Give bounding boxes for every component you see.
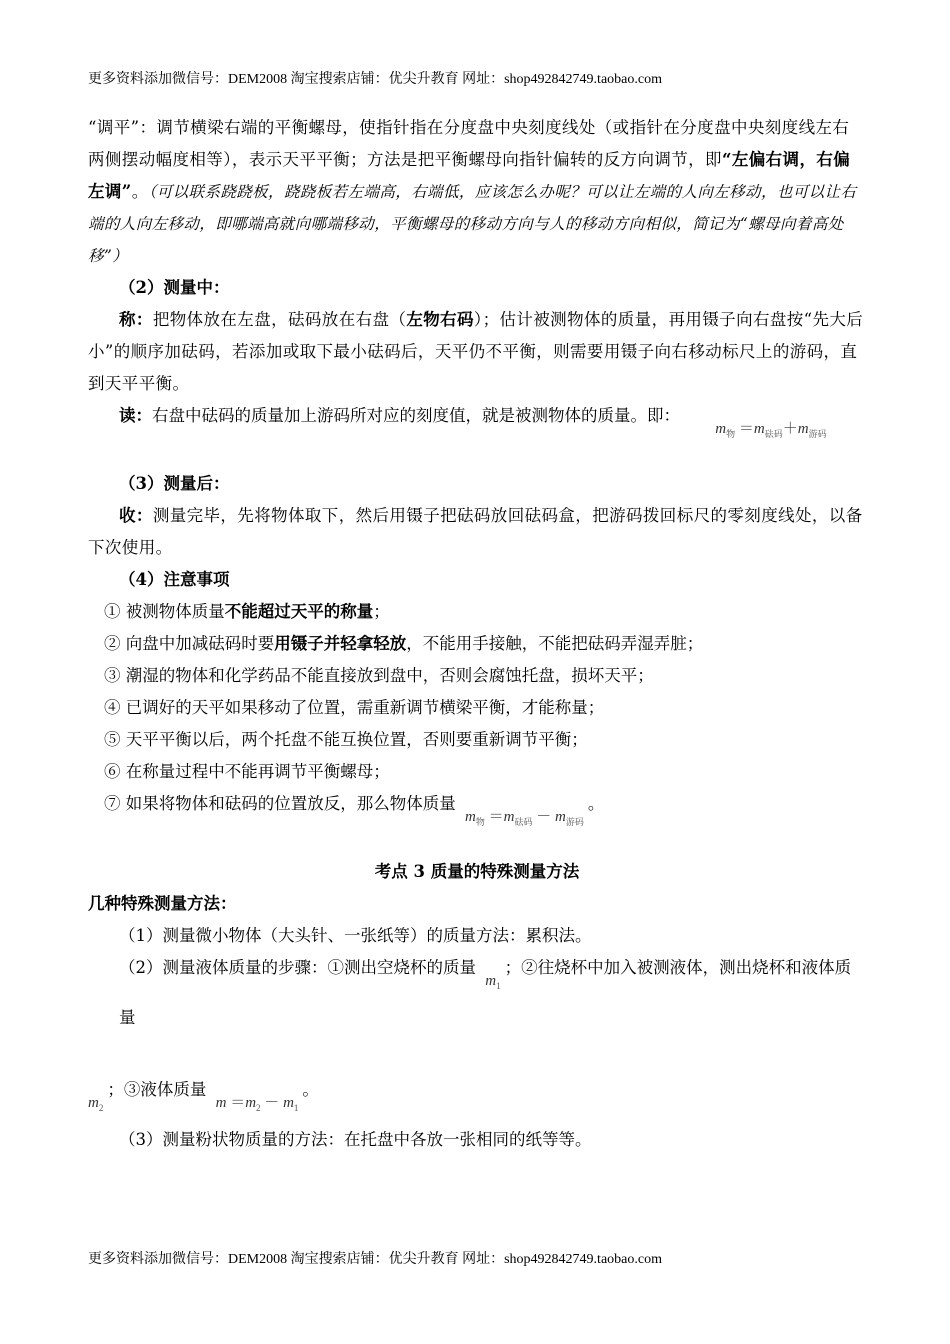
reversed-mass-formula: $m_物 =m_{砝码} - m_{游码}$: [465, 809, 584, 827]
document-body: [88, 112, 866, 1156]
read-paragraph: 读：右盘中砝码的质量加上游码所对应的刻度值，就是被测物体的质量。即： $m_物 =m_{砝码}+m_{游码}$: [88, 400, 866, 450]
after-heading: （3）测量后：: [119, 474, 230, 493]
page-header: 更多资料添加微信号：DEM2008 淘宝搜索店铺：优尖升教育 网址：shop492842749.taobao.com: [88, 72, 662, 87]
mass-formula: $m_物 =m_{砝码}+m_{游码}$: [715, 421, 827, 439]
note-item-5: ⑤ 天平平衡以后，两个托盘不能互换位置，否则要重新调节平衡；: [104, 730, 588, 749]
method-3: （3）测量粉状物质量的方法：在托盘中各放一张相同的纸等等。: [119, 1130, 592, 1149]
adjust-rule: “左偏右调，右偏左调”: [88, 150, 851, 201]
notes-heading: （4）注意事项: [119, 570, 230, 589]
section3-title: 考点 3 质量的特殊测量方法: [374, 862, 580, 881]
during-heading: （2）测量中：: [119, 278, 230, 297]
seesaw-note: （可以联系跷跷板，跷跷板若左端高，右端低，应该怎么办呢？可以让左端的人向左移动，也可以让右端的人向左移动，即哪端高就向哪端移动，平衡螺母的移动方向与人的移动方向相似，简记为“螺母向着高处移”）: [88, 183, 857, 265]
method-2-cont: $m_2$；③液体质量 $m =m_2 - m_1$。: [88, 1074, 866, 1124]
m1-symbol: $m_1$: [485, 973, 501, 991]
note-item-3: ③ 潮湿的物体和化学药品不能直接放到盘中，否则会腐蚀托盘，损坏天平；: [104, 666, 654, 685]
page-footer: 更多资料添加微信号：DEM2008 淘宝搜索店铺：优尖升教育 网址：shop492842749.taobao.com: [88, 1252, 662, 1267]
m2-symbol: $m_2$: [88, 1095, 104, 1113]
collect-paragraph: 收：测量完毕，先将物体取下，然后用镊子把砝码放回砝码盒，把游码拨回标尺的零刻度线处，以备下次使用。: [88, 506, 863, 557]
method-1: （1）测量微小物体（大头针、一张纸等）的质量方法：累积法。: [119, 926, 592, 945]
note-item-1: ① 被测物体质量不能超过天平的称量；: [104, 602, 390, 621]
note-item-6: ⑥ 在称量过程中不能再调节平衡螺母；: [104, 762, 390, 781]
note-item-2: ② 向盘中加减砝码时要用镊子并轻拿轻放，不能用手接触，不能把砝码弄湿弄脏；: [104, 634, 704, 653]
section3-subtitle: 几种特殊测量方法：: [88, 894, 237, 913]
adjust-paragraph: “调平”：调节横梁右端的平衡螺母，使指针指在分度盘中央刻度线处（或指针在分度盘中央刻度线左右两侧摆动幅度相等），表示天平平衡；方法是把平衡螺母向指针偏转的反方向调节，即“左偏右调，右偏左调”。（可以联系跷跷板，跷跷板若左端高，右端低，应该怎么办呢？可以让左端的人向左移动，也可以让右端的人向左移动，即哪端高就向哪端移动，平衡螺母的移动方向与人的移动方向相似，简记为“螺母向着高处移”）: [88, 118, 857, 265]
liquid-mass-formula: $m =m_2 - m_1$: [215, 1095, 299, 1113]
weigh-paragraph: 称：把物体放在左盘，砝码放在右盘（左物右码）；估计被测物体的质量，再用镊子向右盘按“先大后小”的顺序加砝码，若添加或取下最小砝码后，天平仍不平衡，则需要用镊子向右移动标尺上的游码，直到天平平衡。: [88, 310, 864, 393]
note-item-4: ④ 已调好的天平如果移动了位置，需重新调节横梁平衡，才能称量；: [104, 698, 605, 717]
method-2: （2）测量液体质量的步骤：①测出空烧杯的质量 $m_1$；②往烧杯中加入被测液体，测出烧杯和液体质量: [119, 958, 852, 1027]
note-item-7: ⑦ 如果将物体和砝码的位置放反，那么物体质量 $m_物 =m_{砝码} - m_{游码}$。: [88, 788, 866, 838]
